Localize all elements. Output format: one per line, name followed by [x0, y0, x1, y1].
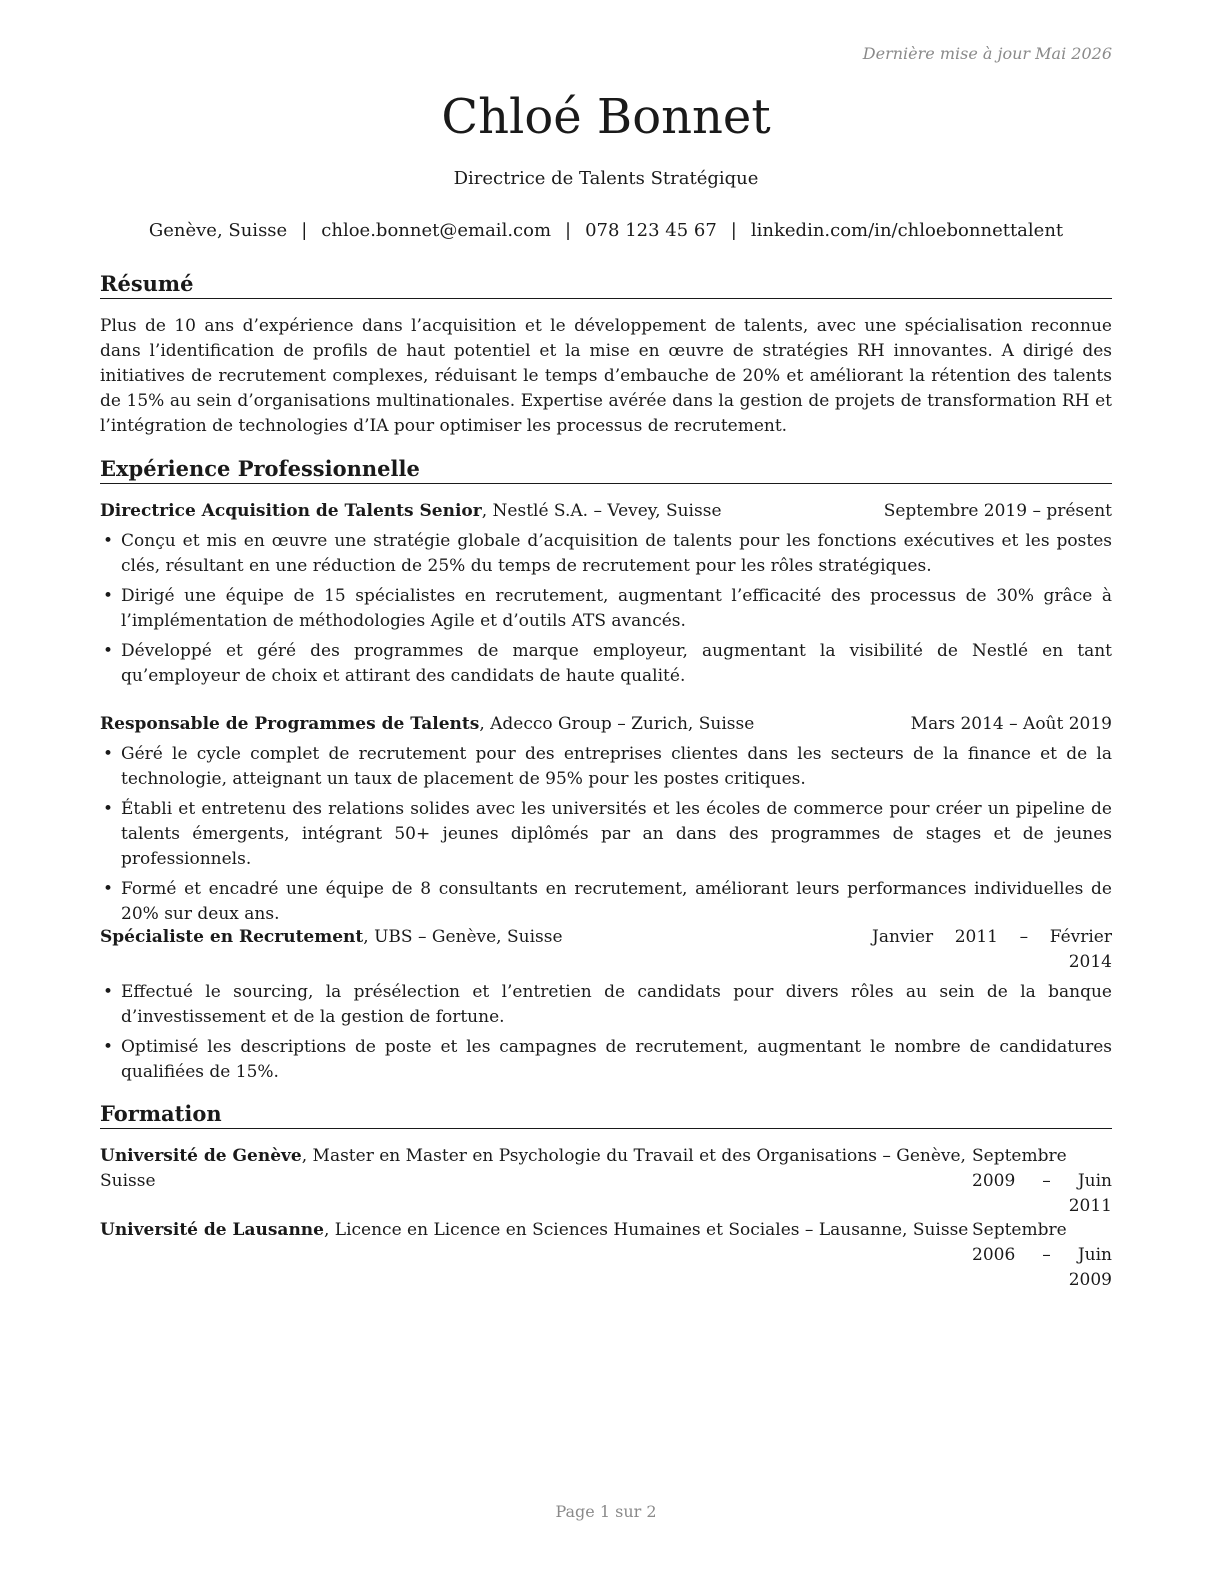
education-school: Université de Lausanne: [100, 1220, 324, 1240]
job-role: Responsable de Programmes de Talents: [100, 714, 480, 734]
contact-separator: |: [301, 220, 308, 241]
experience-heading: Expérience Professionnelle: [100, 456, 1112, 484]
education-detail: , Master en Master en Psychologie du Travail et des Organisations – Genève, Suisse: [100, 1146, 966, 1191]
contact-location: Genève, Suisse: [148, 220, 288, 241]
last-updated: Dernière mise à jour Mai 2026: [862, 44, 1112, 63]
education-dates: Septembre 2006 – Juin 2009: [972, 1220, 1112, 1290]
job-bullets: [100, 980, 1112, 1090]
resume-page: [100, 0, 1112, 1584]
contact-phone: 078 123 45 67: [585, 220, 717, 241]
list-item: • Dirigé une équipe de 15 spécialistes en recrutement, augmentant l’efficacité des processus de 30% grâce à l’implémentation de méthodologies Agile et d’outils ATS avancés.: [100, 584, 1112, 634]
education-school: Université de Genève: [100, 1146, 302, 1166]
list-item: • Optimisé les descriptions de poste et les campagnes de recrutement, augmentant le nombre de candidatures qualifiées de 15%.: [100, 1035, 1112, 1085]
candidate-title: Directrice de Talents Stratégique: [453, 168, 759, 189]
contact-email[interactable]: chloe.bonnet@email.com: [321, 220, 552, 241]
summary-text: Plus de 10 ans d’expérience dans l’acquisition et le développement de talents, avec une spécialisation reconnue dans l’identification de profils de haut potentiel et la mise en œuvre de stratégies RH innovantes. A dirigé des initiatives de recrutement complexes, réduisant le temps d’embauche de 20% et améliorant la rétention des talents de 15% au sein d’organisations multinationales. Expertise avérée dans la gestion de projets de transformation RH et l’intégration de technologies d’IA pour optimiser les processus de recrutement.: [100, 316, 1112, 436]
page-number: Page 1 sur 2: [555, 1502, 657, 1521]
education-detail: , Licence en Licence en Sciences Humaines et Sociales – Lausanne, Suisse: [323, 1220, 969, 1240]
job-role: Spécialiste en Recrutement: [100, 927, 364, 947]
list-item: • Développé et géré des programmes de marque employeur, augmentant la visibilité de Nestlé en tant qu’employeur de choix et attirant des candidats de haute qualité.: [100, 639, 1112, 689]
job-company: , Adecco Group – Zurich, Suisse: [479, 714, 755, 734]
contact-separator: |: [730, 220, 737, 241]
job-company: , Nestlé S.A. – Vevey, Suisse: [481, 501, 722, 521]
job-company: , UBS – Genève, Suisse: [363, 927, 563, 947]
education-heading: Formation: [100, 1101, 1112, 1129]
contact-line: [100, 219, 1112, 243]
job-bullets: [100, 529, 1112, 694]
list-item: • Géré le cycle complet de recrutement pour des entreprises clientes dans les secteurs de la finance et de la technologie, atteignant un taux de placement de 95% pour les postes critiques.: [100, 742, 1112, 792]
summary-heading: Résumé: [100, 271, 1112, 299]
job-dates: Septembre 2019 – présent: [883, 501, 1112, 521]
contact-separator: |: [565, 220, 572, 241]
list-item: • Établi et entretenu des relations solides avec les universités et les écoles de commerce pour créer un pipeline de talents émergents, intégrant 50+ jeunes diplômés par an dans des programmes de stages et de jeunes professionnels.: [100, 797, 1112, 872]
job-header: [100, 925, 1112, 972]
job-dates: Mars 2014 – Août 2019: [910, 714, 1112, 734]
job-header: [100, 499, 1112, 524]
list-item: • Conçu et mis en œuvre une stratégie globale d’acquisition de talents pour les fonctions exécutives et les postes clés, résultant en une réduction de 25% du temps de recrutement pour les rôles stratégiques.: [100, 529, 1112, 579]
list-item: • Effectué le sourcing, la présélection et l’entretien de candidats pour divers rôles au sein de la banque d’investissement et de la gestion de fortune.: [100, 980, 1112, 1030]
education-dates: Septembre 2009 – Juin 2011: [972, 1146, 1112, 1216]
job-bullets: [100, 742, 1112, 932]
candidate-name: Chloé Bonnet: [441, 89, 771, 145]
job-dates: Janvier 2011 – Février 2014: [872, 927, 1112, 972]
job-header: [100, 712, 1112, 737]
job-role: Directrice Acquisition de Talents Senior: [100, 501, 482, 521]
contact-linkedin[interactable]: linkedin.com/in/chloebonnettalent: [750, 220, 1064, 241]
list-item: • Formé et encadré une équipe de 8 consultants en recrutement, améliorant leurs performances individuelles de 20% sur deux ans.: [100, 877, 1112, 927]
